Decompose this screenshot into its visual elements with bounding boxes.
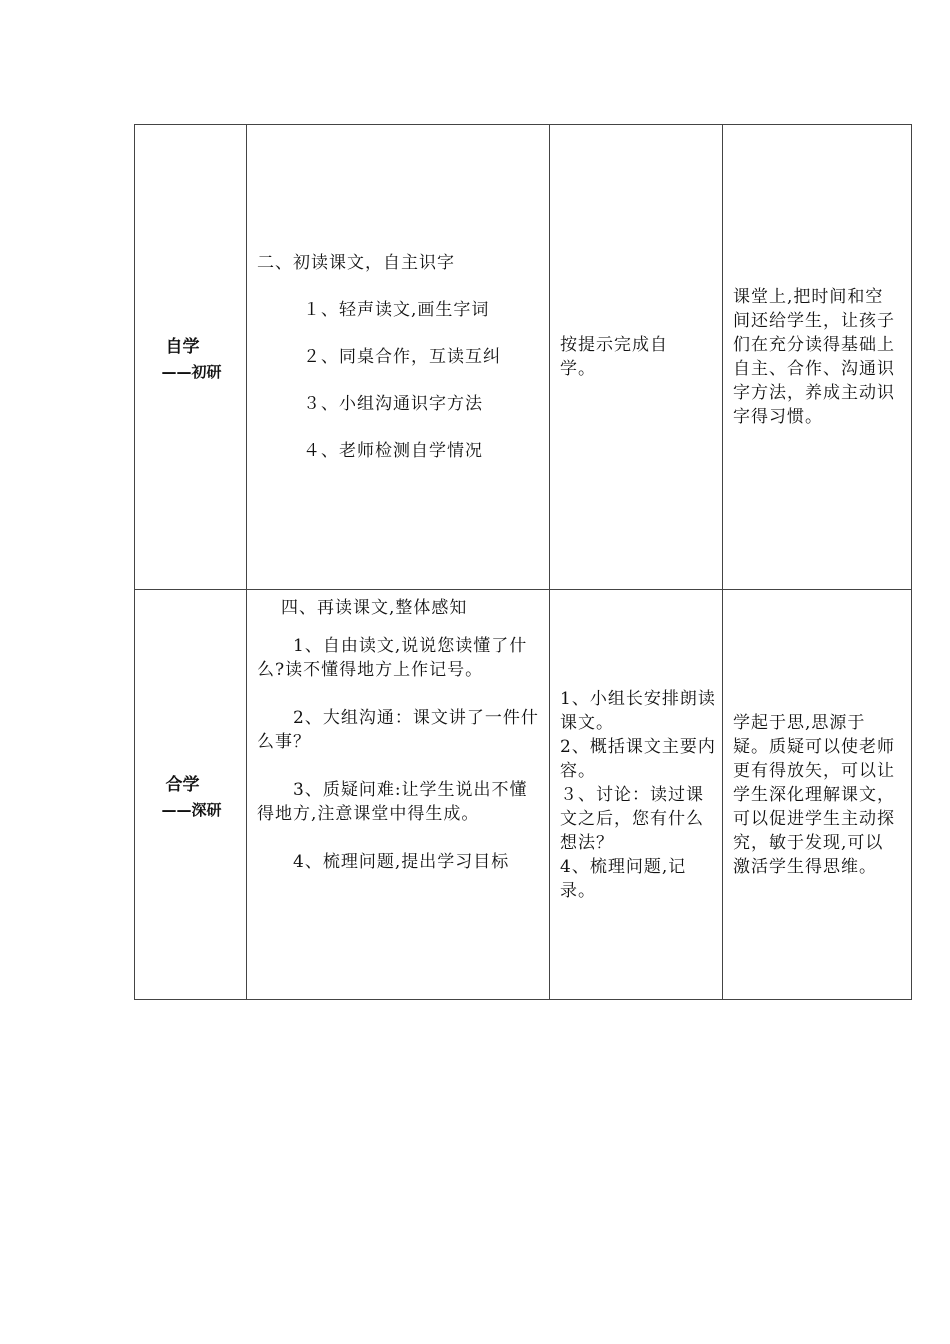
stage-title: 合学 xyxy=(165,774,200,795)
lesson-plan-table xyxy=(134,124,912,1000)
student-activity: 2、概括课文主要内容。 xyxy=(560,736,716,781)
student-activity-cell xyxy=(550,125,723,590)
design-intent: 学起于思,思源于疑。质疑可以使老师更有得放矢，可以让学生深化理解课文，可以促进学生主动探究，敏于发现,可以激活学生得思维。 xyxy=(733,712,895,877)
process-title: 四、再读课文,整体感知 xyxy=(281,598,468,618)
process-item: 3、质疑问难:让学生说出不懂得地方,注意课堂中得生成。 xyxy=(257,780,528,824)
stage-subtitle: ——深研 xyxy=(161,800,222,819)
process-item: 1、自由读文,说说您读懂了什么?读不懂得地方上作记号。 xyxy=(257,636,528,680)
process-item: ４、老师检测自学情况 xyxy=(303,440,483,461)
student-activity: 按提示完成自学。 xyxy=(560,335,668,379)
process-cell xyxy=(247,125,550,590)
design-intent-cell xyxy=(723,125,912,590)
process-item: １、轻声读文,画生字词 xyxy=(303,299,490,320)
table-row xyxy=(135,125,912,590)
stage-subtitle: ——初研 xyxy=(161,363,222,381)
stage-cell xyxy=(135,590,247,1000)
table-row xyxy=(135,590,912,1000)
process-item: 4、梳理问题,提出学习目标 xyxy=(293,852,510,872)
student-activity: 1、小组长安排朗读课文。 xyxy=(560,688,716,733)
stage-title: 自学 xyxy=(165,337,200,357)
process-item: ２、同桌合作，互读互纠 xyxy=(303,346,501,367)
process-title: 二、初读课文，自主识字 xyxy=(257,252,455,273)
process-item: ３、小组沟通识字方法 xyxy=(303,393,483,414)
process-cell xyxy=(247,590,550,1000)
student-activity: 4、梳理问题,记录。 xyxy=(560,856,687,901)
stage-cell xyxy=(135,125,247,590)
student-activity-cell xyxy=(550,590,723,1000)
student-activity: ３、讨论：读过课文之后，您有什么想法？ xyxy=(560,784,704,853)
design-intent-cell xyxy=(723,590,912,1000)
process-item: 2、大组沟通：课文讲了一件什么事？ xyxy=(257,708,539,752)
design-intent: 课堂上,把时间和空间还给学生，让孩子们在充分读得基础上自主、合作、沟通识字方法，养成主动识字得习惯。 xyxy=(733,287,895,427)
